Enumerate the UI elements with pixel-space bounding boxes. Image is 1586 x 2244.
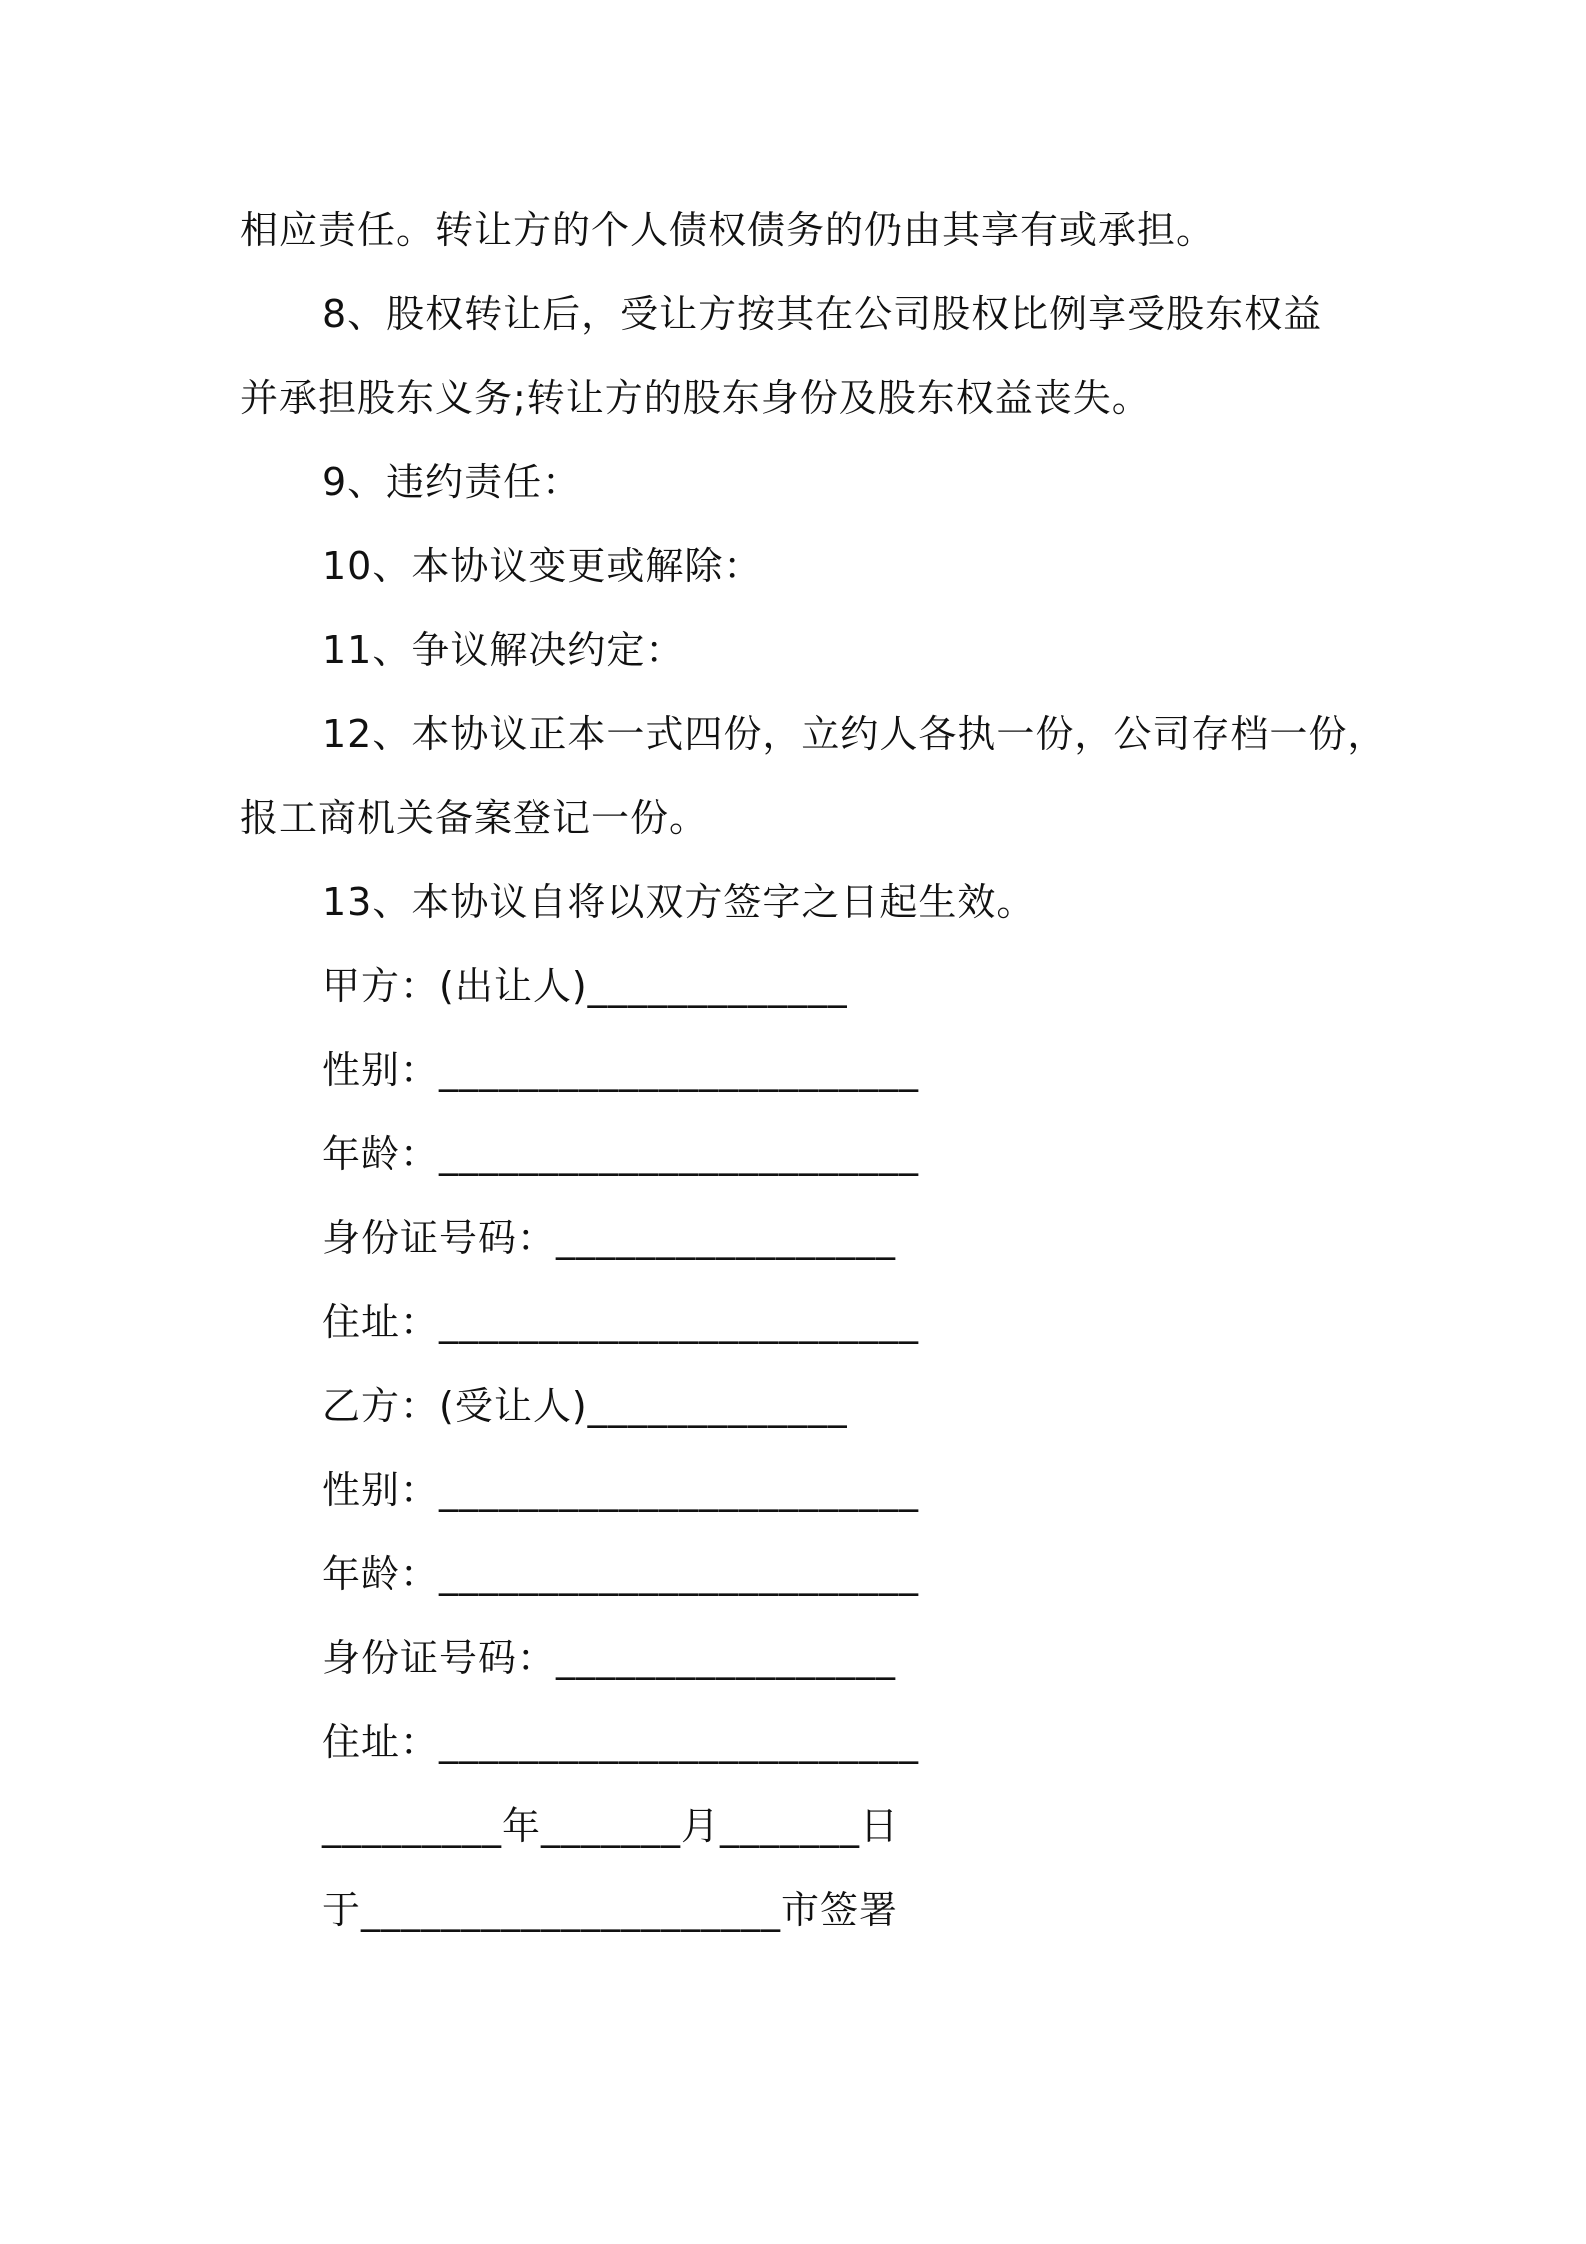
- clause-11: 11、争议解决约定：: [322, 628, 685, 672]
- party-a-title: 甲方：(出让人)_____________: [322, 964, 848, 1008]
- party-a-gender: 性别：________________________: [322, 1048, 920, 1092]
- party-b-id-number: 身份证号码：_________________: [322, 1636, 897, 1680]
- clause-10: 10、本协议变更或解除：: [322, 544, 763, 588]
- party-b-age: 年龄：________________________: [322, 1552, 920, 1596]
- party-b-address: 住址：________________________: [322, 1720, 920, 1764]
- party-a-age: 年龄：________________________: [322, 1132, 920, 1176]
- signing-place-line: 于_____________________市签署: [322, 1888, 899, 1932]
- clause-13: 13、本协议自将以双方签字之日起生效。: [322, 880, 1036, 924]
- clause-12-line-2: 报工商机关备案登记一份。: [240, 796, 709, 840]
- signing-date-line: _________年_______月_______日: [322, 1804, 900, 1848]
- party-b-title: 乙方：(受让人)_____________: [322, 1384, 848, 1428]
- party-a-address: 住址：________________________: [322, 1300, 920, 1344]
- clause-9: 9、违约责任：: [322, 460, 582, 504]
- clause-8-line-2: 并承担股东义务;转让方的股东身份及股东权益丧失。: [240, 376, 1151, 420]
- party-b-gender: 性别：________________________: [322, 1468, 920, 1512]
- paragraph-line-1: 相应责任。转让方的个人债权债务的仍由其享有或承担。: [240, 208, 1216, 252]
- party-a-id-number: 身份证号码：_________________: [322, 1216, 897, 1260]
- clause-8-line-1: 8、股权转让后，受让方按其在公司股权比例享受股东权益: [322, 292, 1323, 336]
- clause-12-line-1: 12、本协议正本一式四份，立约人各执一份，公司存档一份，: [322, 712, 1387, 756]
